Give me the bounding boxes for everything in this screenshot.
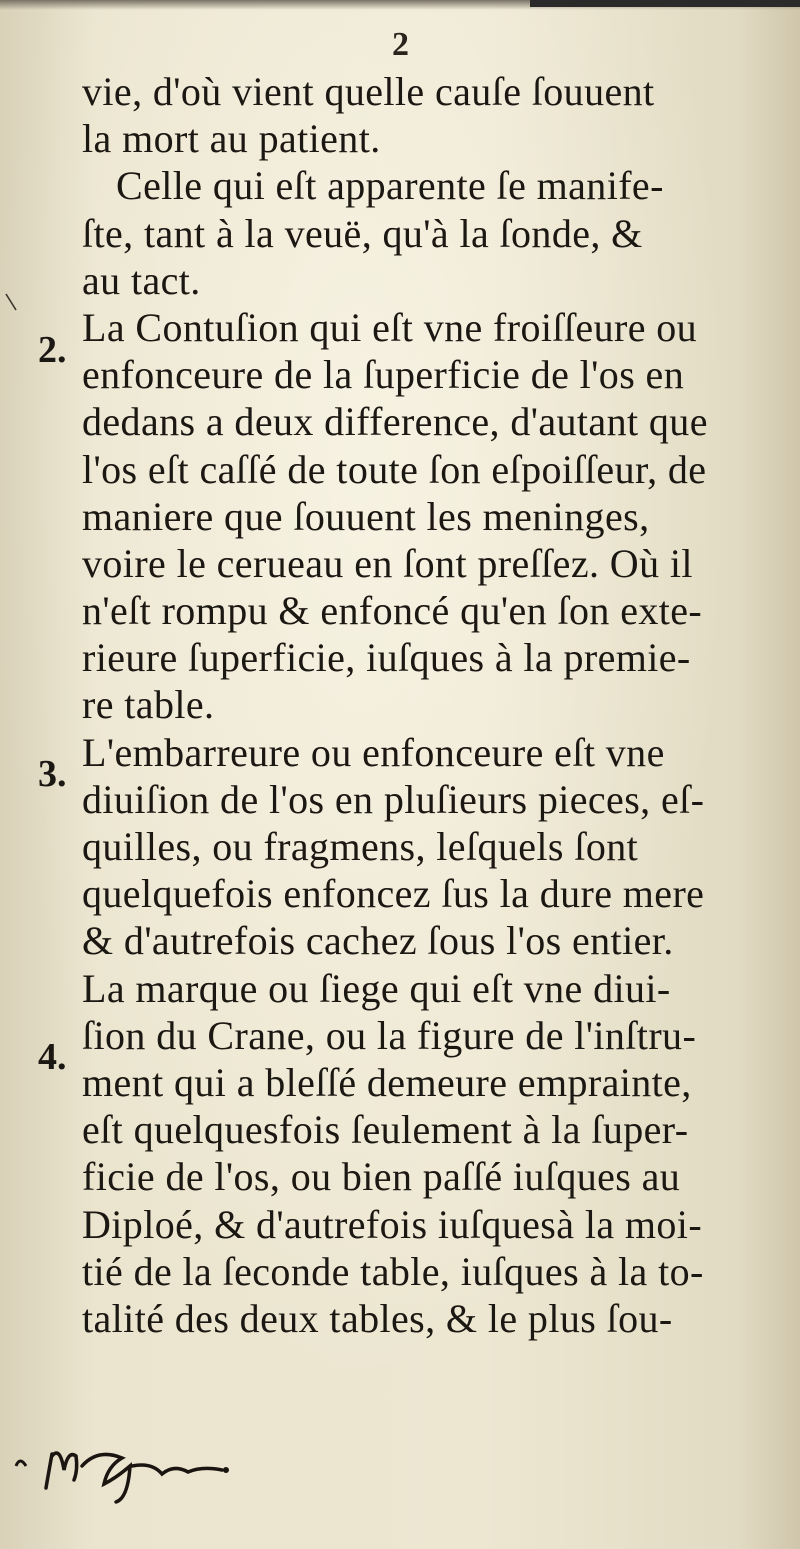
text-line: quelquefois enfoncez ſus la dure mere — [82, 871, 705, 917]
text-line: au tact. — [82, 257, 201, 303]
text-line: maniere que ſouuent les meninges, — [82, 493, 650, 539]
text-line: n'eſt rompu & enfoncé qu'en ſon exte- — [82, 588, 703, 634]
text-line: enfonceure de la ſuperficie de l'os en — [82, 352, 685, 398]
text-line: tié de la ſeconde table, iuſques à la to- — [82, 1248, 704, 1294]
body-text — [82, 68, 797, 1342]
text-line: & d'autrefois cachez ſous l'os entier. — [82, 918, 674, 964]
text-line: dedans a deux difference, d'autant que — [82, 399, 708, 445]
text-line: quilles, ou fragmens, leſquels ſont — [82, 824, 639, 869]
text-line: ſion du Crane, ou la figure de l'inſtru- — [82, 1012, 697, 1058]
text-line: re table. — [82, 682, 215, 728]
section-number-2: 2. — [38, 329, 67, 371]
section-number-3: 3. — [38, 753, 67, 795]
text-line: la mort au patient. — [82, 116, 381, 162]
text-line: La marque ou ſiege qui eſt vne diui- — [82, 965, 671, 1011]
text-line: Diploé, & d'autrefois iuſquesà la moi- — [82, 1201, 703, 1247]
section-number-4: 4. — [38, 1036, 67, 1078]
page-top-edge — [530, 0, 800, 7]
page-number: 2 — [392, 26, 409, 63]
text-line: ficie de l'os, ou bien paſſé iuſques au — [82, 1154, 681, 1200]
text-line: diuiſion de l'os en pluſieurs pieces, eſ- — [82, 776, 705, 822]
text-line: L'embarreure ou enfonceure eſt vne — [82, 729, 665, 775]
margin-mark — [4, 293, 18, 311]
text-line: voire le cerueau en ſont preſſez. Où il — [82, 540, 693, 586]
text-line: ment qui a bleſſé demeure emprainte, — [82, 1059, 692, 1105]
text-line: eſt quelquesfois ſeulement à la ſuper- — [82, 1107, 689, 1153]
text-line: Celle qui eſt apparente ſe manife- — [116, 163, 664, 209]
text-line: La Contuſion qui eſt vne froiſſeure ou — [82, 304, 698, 350]
text-line: vie, d'où vient quelle cauſe ſouuent — [82, 69, 655, 114]
text-line: ſte, tant à la veuë, qu'à la ſonde, & — [82, 210, 643, 256]
handwritten-signature — [12, 1436, 242, 1506]
text-line: talité des deux tables, & le plus ſou- — [82, 1295, 673, 1341]
text-line: rieure ſuperficie, iuſques à la premie- — [82, 635, 691, 681]
text-line: l'os eſt caſſé de toute ſon eſpoiſſeur, de — [82, 446, 707, 492]
